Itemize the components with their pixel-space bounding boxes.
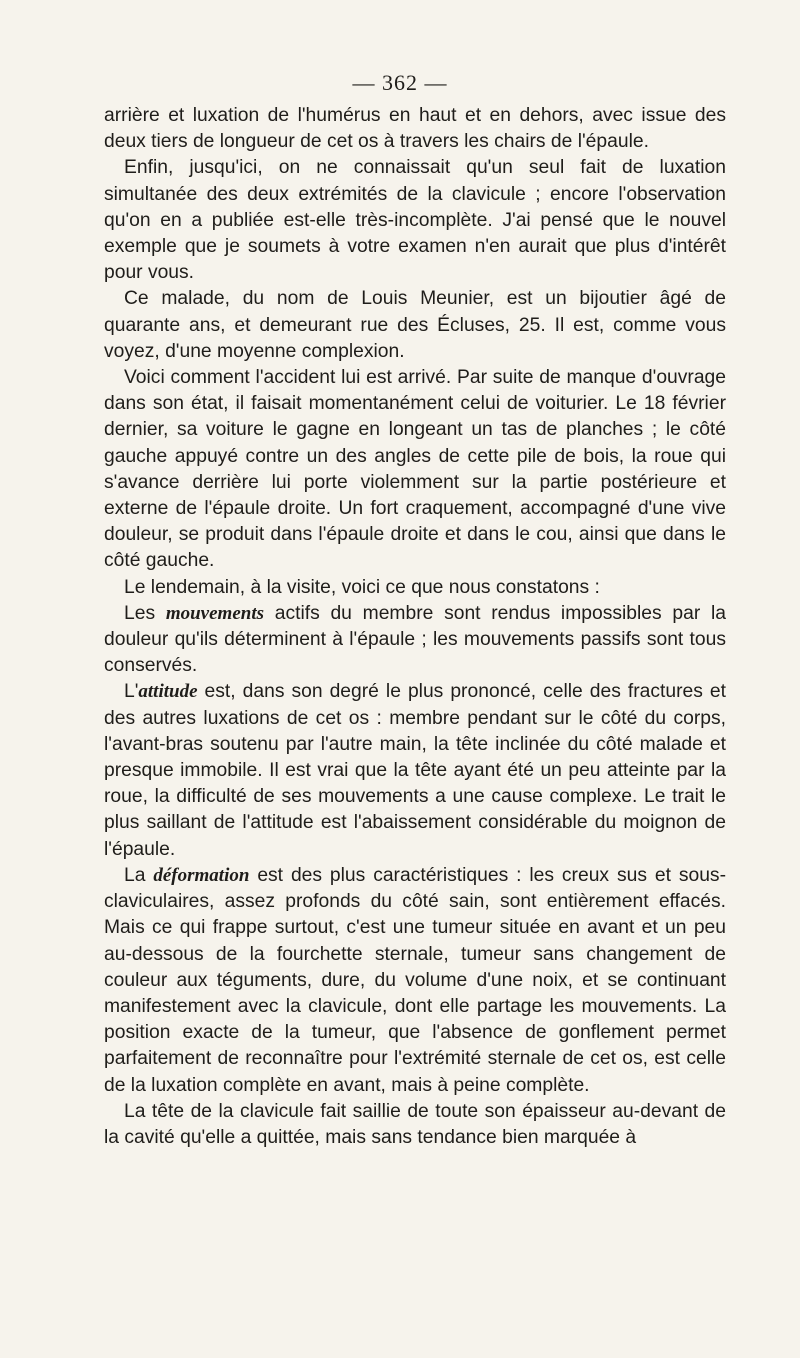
text-run: est, dans son degré le plus prononcé, celle des fractures et des autres luxations de cet os : membre pendant sur le côté du corps, l'avant-bras soutenu par l'autre main, la tête inclinée du côté malade et presque immobile. Il est vrai que la tête ayant été un peu atteinte par la roue, la difficulté de ses mouvements a une cause complexe. Le trait le plus saillant de l'attitude est l'abaissement considérable du moignon de l'épaule. xyxy=(104,681,726,860)
text-run: Ce malade, du nom de Louis Meunier, est un bijoutier âgé de quarante ans, et demeurant rue des Écluses, 25. Il est, comme vous voyez, d'une moyenne complexion. xyxy=(104,288,726,362)
italic-term: mouvements xyxy=(165,602,264,624)
text-run: Voici comment l'accident lui est arrivé. Par suite de manque d'ouvrage dans son état, il faisait momentanément celui de voiturier. Le 18 février dernier, sa voiture le gagne en longeant un tas de planches ; le côté gauche appuyé contre un des angles de cette pile de bois, la roue qui s'avance derrière lui porte violemment sur la partie postérieure et externe de l'épaule droite. Un fort craquement, accompagné d'une vive douleur, se produit dans l'épaule droite et dans le cou, ainsi que dans le côté gauche. xyxy=(104,367,726,572)
paragraph xyxy=(104,1099,726,1151)
text-run: actifs du membre sont rendus impossibles par la douleur qu'ils déterminent à l'épaule ; les mouvements passifs sont tous conservés. xyxy=(104,602,726,677)
paragraph xyxy=(104,155,726,286)
text-run: L' xyxy=(124,681,139,703)
paragraph xyxy=(104,575,726,601)
paragraph xyxy=(104,679,726,862)
paragraph xyxy=(104,601,726,680)
paragraph xyxy=(104,365,726,575)
text-run: Le lendemain, à la visite, voici ce que nous constatons : xyxy=(124,576,600,598)
body-text xyxy=(104,103,726,1151)
paragraph xyxy=(104,286,726,365)
text-run: La xyxy=(124,864,154,886)
italic-term: attitude xyxy=(138,681,198,703)
paragraph xyxy=(104,103,726,155)
page-number: — 362 — xyxy=(352,70,448,95)
text-run: arrière et luxation de l'humérus en haut et en dehors, avec issue des deux tiers de longueur de cet os à travers les chairs de l'épaule. xyxy=(104,105,726,153)
text-run: est des plus caractéristiques : les creux sus et sous-claviculaires, assez profonds du côté sain, sont entièrement effacés. Mais ce qui frappe surtout, c'est une tumeur située en avant et un peu au-dessous de la fourchette sternale, tumeur sans changement de couleur aux téguments, dure, du volume d'une noix, et se continuant manifestement avec la clavicule, dont elle partage les mouvements. La position exacte de la tumeur, que l'absence de gonflement permet parfaitement de reconnaître pour l'extrémité sternale de cet os, est celle de la luxation complète en avant, mais à peine complète. xyxy=(104,864,726,1096)
italic-term: déformation xyxy=(153,864,250,886)
text-run: Enfin, jusqu'ici, on ne connaissait qu'un seul fait de luxation simultanée des deux extrémités de la clavicule ; encore l'observation qu'on en a publiée est-elle très-incomplète. J'ai pensé que le nouvel exemple que je soumets à votre examen n'en aurait que plus d'intérêt pour vous. xyxy=(104,157,726,284)
text-run: Les xyxy=(124,602,166,624)
text-run: La tête de la clavicule fait saillie de toute son épaisseur au-devant de la cavité qu'elle a quittée, mais sans tendance bien marquée à xyxy=(104,1100,726,1148)
paragraph xyxy=(104,863,726,1099)
